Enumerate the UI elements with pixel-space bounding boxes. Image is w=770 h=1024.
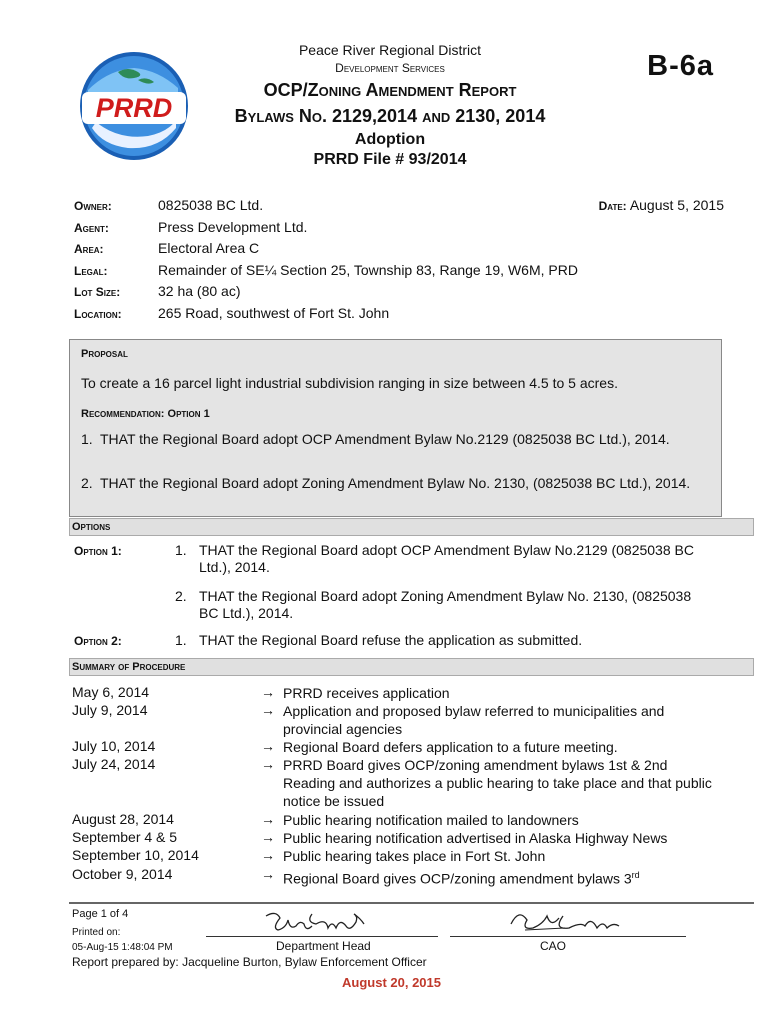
procedure-text: Regional Board defers application to a future meeting. [283, 739, 618, 755]
procedure-text: Public hearing takes place in Fort St. John [283, 848, 546, 864]
procedure-text [283, 866, 723, 888]
cao-signature-line [450, 936, 686, 937]
option1-item [175, 588, 705, 622]
document-code: B-6a [647, 50, 714, 82]
superscript: rd [631, 870, 640, 880]
procedure-date: September 4 & 5 [72, 829, 178, 845]
file-number: PRRD File # 93/2014 [313, 151, 467, 168]
procedure-bar: Summary of Procedure [69, 658, 754, 676]
option1-item [175, 542, 705, 576]
prrd-logo [78, 50, 190, 162]
option1-label: Option 1: [74, 544, 122, 558]
recommendation-title: Recommendation: Option 1 [81, 408, 210, 420]
legal-value: Remainder of SE¼ Section 25, Township 83, Range 19, W6M, PRD [158, 261, 578, 278]
dept-head-signature-line [206, 936, 438, 937]
procedure-date: July 10, 2014 [72, 738, 156, 754]
proposal-text: To create a 16 parcel light industrial subdivision ranging in size between 4.5 to 5 acres. [81, 375, 618, 391]
stage-label: Adoption [354, 131, 426, 148]
item-text: THAT the Regional Board adopt Zoning Amendment Bylaw No. 2130, (0825038 BC Ltd.), 2014. [100, 475, 691, 491]
legal-row [74, 262, 724, 284]
arrow-icon: → [261, 702, 275, 718]
procedure-date: August 28, 2014 [72, 811, 174, 827]
agent-value: Press Development Ltd. [158, 218, 308, 235]
owner-value: 0825038 BC Ltd. [158, 197, 264, 213]
option2-item [175, 632, 705, 649]
item-text: THAT the Regional Board adopt OCP Amendment Bylaw No.2129 (0825038 BC Ltd.), 2014. [100, 431, 670, 447]
department-name: Development Services [335, 61, 445, 75]
procedure-date: July 9, 2014 [72, 702, 148, 718]
legal-label: Legal: [74, 263, 108, 278]
procedure-text: PRRD receives application [283, 685, 450, 701]
proposal-box [69, 339, 722, 517]
printed-on-label: Printed on: [72, 927, 121, 938]
owner-label: Owner: [74, 199, 112, 213]
location-value: 265 Road, southwest of Fort St. John [158, 304, 390, 321]
info-block [74, 197, 724, 326]
item-number: 2. [81, 475, 93, 491]
procedure-date: September 10, 2014 [72, 847, 199, 863]
arrow-icon: → [261, 684, 275, 700]
district-name: Peace River Regional District [298, 42, 482, 58]
item-number: 1. [175, 542, 187, 558]
procedure-text: Public hearing notification mailed to landowners [283, 812, 579, 828]
procedure-text: Application and proposed bylaw referred to municipalities and provincial agencies [283, 703, 665, 737]
procedure-date: July 24, 2014 [72, 756, 156, 772]
location-row [74, 305, 724, 327]
stamp-date: August 20, 2015 [342, 975, 441, 990]
arrow-icon: → [261, 847, 275, 863]
arrow-icon: → [261, 829, 275, 845]
recommendation-item [81, 430, 711, 448]
lot-size-value: 32 ha (80 ac) [158, 283, 241, 299]
cao-signature [505, 906, 645, 936]
area-label: Area: [74, 242, 104, 256]
proposal-title: Proposal [81, 348, 128, 360]
prepared-by: Report prepared by: Jacqueline Burton, Bylaw Enforcement Officer [72, 955, 427, 969]
procedure-date: October 9, 2014 [72, 866, 173, 882]
procedure-text: PRRD Board gives OCP/zoning amendment bylaws 1st & 2nd Reading and authorizes a public hearing to take place and that public notice be issued [283, 757, 712, 809]
owner-row [74, 197, 724, 219]
procedure-text-main: Regional Board gives OCP/zoning amendment bylaws 3 [283, 870, 632, 887]
agent-label: Agent: [74, 220, 109, 235]
date-field [599, 197, 724, 213]
item-number: 1. [81, 431, 93, 447]
item-number: 1. [175, 632, 187, 648]
footer-divider [69, 902, 754, 904]
procedure-date: May 6, 2014 [72, 684, 150, 700]
area-value: Electoral Area C [158, 240, 260, 256]
item-text: THAT the Regional Board adopt Zoning Amendment Bylaw No. 2130, (0825038 BC Ltd.), 2014. [199, 588, 692, 621]
location-label: Location: [74, 306, 122, 321]
recommendation-item [81, 474, 711, 492]
page-number: Page 1 of 4 [72, 908, 129, 920]
report-title: OCP/Zoning Amendment Report [263, 80, 517, 100]
arrow-icon: → [261, 811, 275, 827]
svg-text:PRRD: PRRD [95, 93, 173, 123]
department-head-signature [262, 908, 382, 936]
cao-label: CAO [540, 939, 567, 953]
arrow-icon: → [261, 866, 275, 882]
lot-size-row [74, 283, 724, 305]
department-head-label: Department Head [276, 939, 371, 953]
agent-row [74, 219, 724, 241]
option2-label: Option 2: [74, 634, 122, 648]
arrow-icon: → [261, 738, 275, 754]
procedure-text: Public hearing notification advertised in Alaska Highway News [283, 830, 668, 846]
bylaws-title: Bylaws No. 2129,2014 and 2130, 2014 [234, 106, 546, 126]
printed-on-value: 05-Aug-15 1:48:04 PM [72, 942, 173, 953]
item-text: THAT the Regional Board adopt OCP Amendment Bylaw No.2129 (0825038 BC Ltd.), 2014. [199, 542, 694, 575]
options-bar: Options [69, 518, 754, 536]
area-row [74, 240, 724, 262]
item-number: 2. [175, 588, 187, 604]
arrow-icon: → [261, 756, 275, 772]
date-value: August 5, 2015 [629, 197, 724, 213]
lot-size-label: Lot Size: [74, 285, 121, 299]
item-text: THAT the Regional Board refuse the application as submitted. [199, 632, 583, 648]
date-label: Date: [598, 199, 627, 213]
